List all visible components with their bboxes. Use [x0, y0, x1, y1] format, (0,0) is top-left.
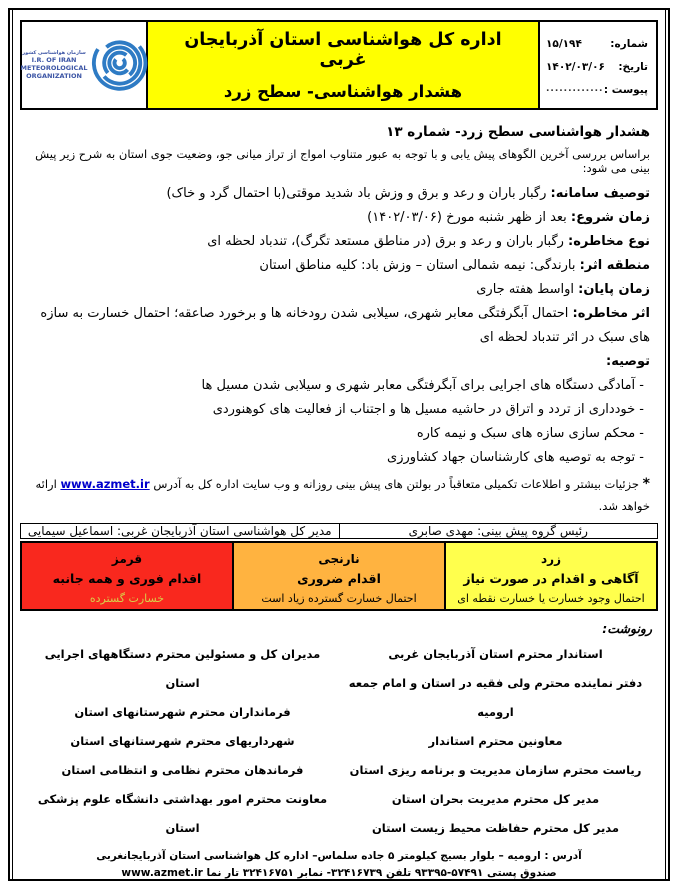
cc-item: دفتر نماینده محترم ولی فقیه در استان و امام جمعه ارومیه: [348, 676, 643, 719]
page-frame: [8, 8, 670, 881]
logo-caption-en1: I.R. OF IRAN: [31, 55, 77, 64]
field-label: نوع مخاطره:: [568, 234, 650, 249]
warning-title: هشدار هواشناسی سطح زرد- شماره ۱۳: [386, 124, 650, 140]
level-description: احتمال خسارت گسترده زیاد است: [261, 592, 417, 605]
asterisk-marker: *: [642, 476, 650, 492]
footer: [10, 843, 668, 892]
field-affected-area: [28, 254, 650, 278]
field-hazard-type: [28, 230, 650, 254]
advice-heading: توصیه:: [606, 354, 650, 369]
cc-section: [26, 621, 652, 843]
date-label: تاریخ:: [618, 60, 648, 73]
cc-item: مدیر کل محترم حفاظت محیط زیست استان: [371, 821, 620, 835]
cc-item: معاونین محترم استاندار: [428, 734, 563, 748]
ref-number-label: شماره:: [610, 37, 648, 50]
cc-heading: رونوشت:: [602, 621, 652, 636]
details-note: [28, 473, 650, 517]
field-label: منطقه اثر:: [579, 258, 650, 273]
cc-item: معاونت محترم امور بهداشتی دانشگاه علوم پزشکی استان: [37, 792, 328, 835]
level-action: آگاهی و اقدام در صورت نیاز: [463, 571, 639, 586]
level-action: اقدام فوری و همه جانبه: [52, 571, 202, 586]
level-name: قرمز: [111, 552, 143, 566]
level-description: احتمال وجود خسارت یا خسارت نقطه ای: [457, 592, 645, 605]
advice-item: - آمادگی دستگاه های اجرایی برای آبگرفتگی معابر شهری و سیلابی شدن مسیل ها: [201, 378, 644, 393]
cc-item: مدیر کل محترم مدیریت بحران استان: [391, 792, 600, 806]
azmet-website-link[interactable]: www.azmet.ir: [60, 477, 150, 491]
level-name: زرد: [541, 552, 561, 566]
logo-caption-en3: ORGANIZATION: [26, 72, 82, 81]
field-value: اواسط هفته جاری: [476, 282, 579, 297]
footer-address: آدرس : ارومیه – بلوار بسیج کیلومتر ۵ جاده سلماس– اداره کل هواشناسی استان آذربایجانغربی: [96, 850, 582, 862]
logo-caption-en2: METEOROLOGICAL: [20, 64, 88, 73]
advice-item: - محکم سازی سازه های سبک و نیمه کاره: [416, 426, 644, 441]
attachment-row: [546, 84, 648, 96]
field-start-time: [28, 206, 650, 230]
warning-level-legend: [20, 541, 658, 611]
note-text-after: ارائه خواهد شد.: [35, 477, 650, 513]
ref-number-row: [546, 38, 648, 50]
level-cell-orange: [234, 543, 446, 609]
advice-item: - خودداری از تردد و اتراق در حاشیه مسیل ها و اجتناب از فعالیت های کوهنوردی: [212, 402, 644, 417]
org-logo-box: [22, 22, 148, 108]
cc-item: استاندار محترم استان آذربایجان غربی: [388, 647, 603, 661]
cc-item: فرمانداران محترم شهرستانهای استان: [74, 705, 291, 719]
field-value: احتمال آبگرفتگی معابر شهری، سیلابی شدن رودخانه ها و برخورد صاعقه؛ احتمال خسارت به سازه های سبک در اثر تندباد لحظه ای: [40, 306, 650, 345]
advice-item: - توجه به توصیه های کارشناسان جهاد کشاورزی: [387, 450, 644, 465]
field-label: اثر مخاطره:: [572, 306, 650, 321]
org-title: اداره کل هواشناسی استان آذربایجان غربی: [184, 29, 502, 70]
field-value: رگبار باران و رعد و برق و وزش باد شدید موقتی(با احتمال گرد و خاک): [166, 186, 551, 201]
signature-director-general: مدیر کل هواشناسی استان آذربایجان غربی: اسماعیل سیمایی: [21, 524, 340, 538]
level-description: خسارت گسترده: [89, 592, 165, 605]
date-row: [546, 61, 648, 73]
attachment-label: پیوست :: [603, 84, 648, 97]
footer-contact: صندوق پستی ۵۷۴۹۱-۹۳۳۹۵ تلفن ۳۲۴۱۶۷۳۹- نمابر ۳۲۴۱۶۷۵۱ تار نما www.azmet.ir: [121, 867, 557, 879]
level-cell-yellow: [446, 543, 656, 609]
warning-level-title: هشدار هواشناسی- سطح زرد: [223, 81, 463, 101]
header-title-box: [148, 22, 538, 108]
logo-caption: [21, 50, 88, 81]
logo-caption-fa: سازمان هواشناسی کشور: [22, 49, 86, 56]
field-value: بارندگی: نیمه شمالی استان – وزش باد: کلیه مناطق استان: [259, 258, 580, 273]
field-label: توصیف سامانه:: [550, 186, 650, 201]
cc-column-left: [26, 640, 339, 843]
field-label: زمان پایان:: [578, 282, 650, 297]
note-text-before: جزئیات بیشتر و اطلاعات تکمیلی متعاقباً در بولتن های پیش بینی روزانه و وب سایت اداره کل به آدرس: [149, 477, 643, 491]
cc-item: ریاست محترم سازمان مدیریت و برنامه ریزی استان: [349, 763, 642, 777]
cc-item: فرماندهان محترم نظامی و انتظامی استان: [61, 763, 304, 777]
cc-columns: [26, 640, 652, 843]
date-value: ۱۴۰۲/۰۳/۰۶: [546, 60, 605, 73]
attachment-value: .............: [546, 84, 604, 95]
letter-meta-box: [538, 22, 656, 108]
meteorological-spiral-icon: [90, 24, 148, 106]
field-value: بعد از ظهر شنبه مورخ (۱۴۰۲/۰۳/۰۶): [367, 210, 571, 225]
cc-item: شهرداریهای محترم شهرستانهای استان: [70, 734, 295, 748]
signature-table: [20, 523, 658, 539]
field-system-description: [28, 182, 650, 206]
level-action: اقدام ضروری: [297, 571, 381, 586]
field-end-time: [28, 278, 650, 302]
warning-body: [28, 124, 650, 517]
field-hazard-effect: [28, 302, 650, 350]
signature-forecast-head: رئیس گروه پیش بینی: مهدی صابری: [408, 524, 588, 538]
field-label: زمان شروع:: [570, 210, 650, 225]
ref-number-value: ۱۵/۱۹۴: [546, 37, 582, 50]
cc-column-right: [339, 640, 652, 843]
level-name: نارنجی: [318, 552, 360, 566]
field-value: رگبار باران و رعد و برق (در مناطق مستعد تگرگ)، تندباد لحظه ای: [207, 234, 569, 249]
cc-item: مدیران کل و مسئولین محترم دستگاههای اجرایی استان: [44, 647, 321, 690]
intro-text: براساس بررسی آخرین الگوهای پیش یابی و با توجه به عبور متناوب امواج از تراز میانی جو، وضعیت جوی استان به شرح زیر پیش بینی می شود:: [35, 147, 650, 175]
header-table: [20, 20, 658, 110]
level-cell-red: [22, 543, 234, 609]
